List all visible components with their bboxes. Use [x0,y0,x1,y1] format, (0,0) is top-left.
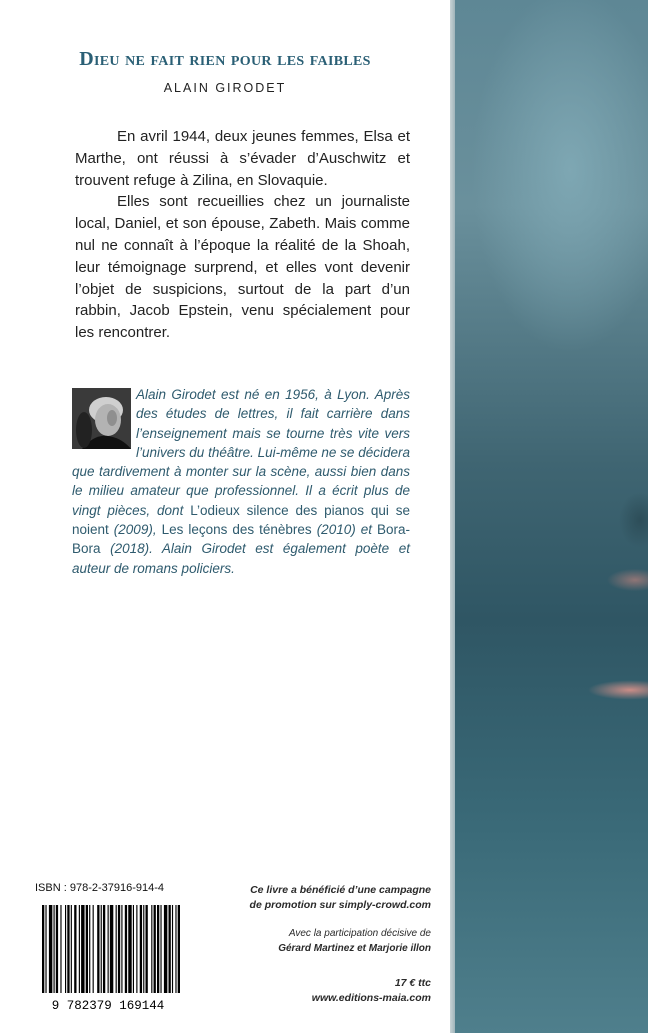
barcode-bar [133,905,134,993]
barcode-bar [65,905,66,993]
barcode-digits: 9 782379 169144 [51,999,165,1013]
participation-lead: Avec la participation décisive de [288,928,431,939]
bio-work-title: L’odieux silence des pianos qui se noient [72,502,410,538]
author-bio [72,385,410,578]
barcode-bar [143,905,144,993]
book-title: Dieu ne fait rien pour les faibles [79,48,371,70]
cover-photo-edge [450,0,455,1033]
bio-text: (2009), [108,522,162,538]
barcode-bar [60,905,61,993]
bio-work-title: Les leçons des ténèbres [161,522,312,538]
bio-text: (2018). Alain Girodet est également poète et auteur de romans policiers. [72,541,410,576]
barcode-bar [178,905,180,993]
barcode-bar [164,905,167,993]
barcode-bar [121,905,122,993]
isbn-barcode [32,903,184,1013]
barcode-bar [110,905,113,993]
barcode-bar [54,905,55,993]
book-author: ALAIN GIRODET [163,81,287,95]
barcode-bar [86,905,88,993]
participation-note [235,926,431,956]
synopsis-paragraph: En avril 1944, deux jeunes femmes, Elsa et Marthe, ont réussi à s’évader d’Auschwitz et trouvent refuge à Zilina, en Slovaquie. [75,128,410,189]
barcode-bar [136,905,137,993]
bio-text: (2010) et [311,522,377,538]
barcode-bar [175,905,176,993]
barcode-bar [97,905,99,993]
participants: Gérard Martinez et Marjorie illon [278,943,431,954]
barcode-bar [108,905,109,993]
barcode-bar [45,905,46,993]
campaign-note: Ce livre a bénéficié d’une campagne de promotion sur simply-crowd.com [249,884,431,911]
barcode-bar [71,905,72,993]
synopsis [75,126,410,344]
barcode-bar [151,905,152,993]
barcode-bar [157,905,159,993]
barcode-bar [89,905,90,993]
barcode-bar [116,905,117,993]
bio-text: Alain Girodet est né en 1956, à Lyon. Après des études de lettres, il fait carrière dans l’enseignement mais se tourne très vite vers l’univers du théâtre. Lui-même ne se décidera que tardivement à monter sur la scène, aussi bien dans le milieu amateur que professionnel. Il a écrit plus de vingt pièces, dont [72,387,410,518]
barcode-bar [128,905,131,993]
barcode-bar [93,905,94,993]
publisher-website: www.editions-maia.com [311,992,431,1004]
barcode-bar [146,905,148,993]
barcode-bar [42,905,44,993]
bio-work-title: Bora-Bora [72,522,410,557]
barcode-bar [101,905,102,993]
barcode-bar [49,905,52,993]
barcode-bar [67,905,69,993]
barcode-bar [169,905,171,993]
price: 17 € ttc [394,977,431,989]
credits [235,883,431,1006]
barcode-bar [154,905,156,993]
barcode-bar [172,905,173,993]
cover-photo [450,0,648,1033]
barcode-bar [140,905,142,993]
barcode-bar [103,905,105,993]
barcode-bar [125,905,127,993]
isbn-label: ISBN : 978-2-37916-914-4 [35,882,165,894]
barcode-bar [81,905,84,993]
barcode-bar [160,905,161,993]
barcode-bar [79,905,80,993]
synopsis-paragraph: Elles sont recueillies chez un journaliste local, Daniel, et son épouse, Zabeth. Mais comme nul ne connaît à l’époque la réalité de la Shoah, leur témoignage surprend, et elles vont devenir l’objet de suspicions, surtout de la part d’un rabbin, Jacob Epstein, venu spécialement pour les rencontrer. [75,193,410,342]
barcode-bar [118,905,120,993]
barcode-bar [56,905,58,993]
barcode-bar [74,905,76,993]
